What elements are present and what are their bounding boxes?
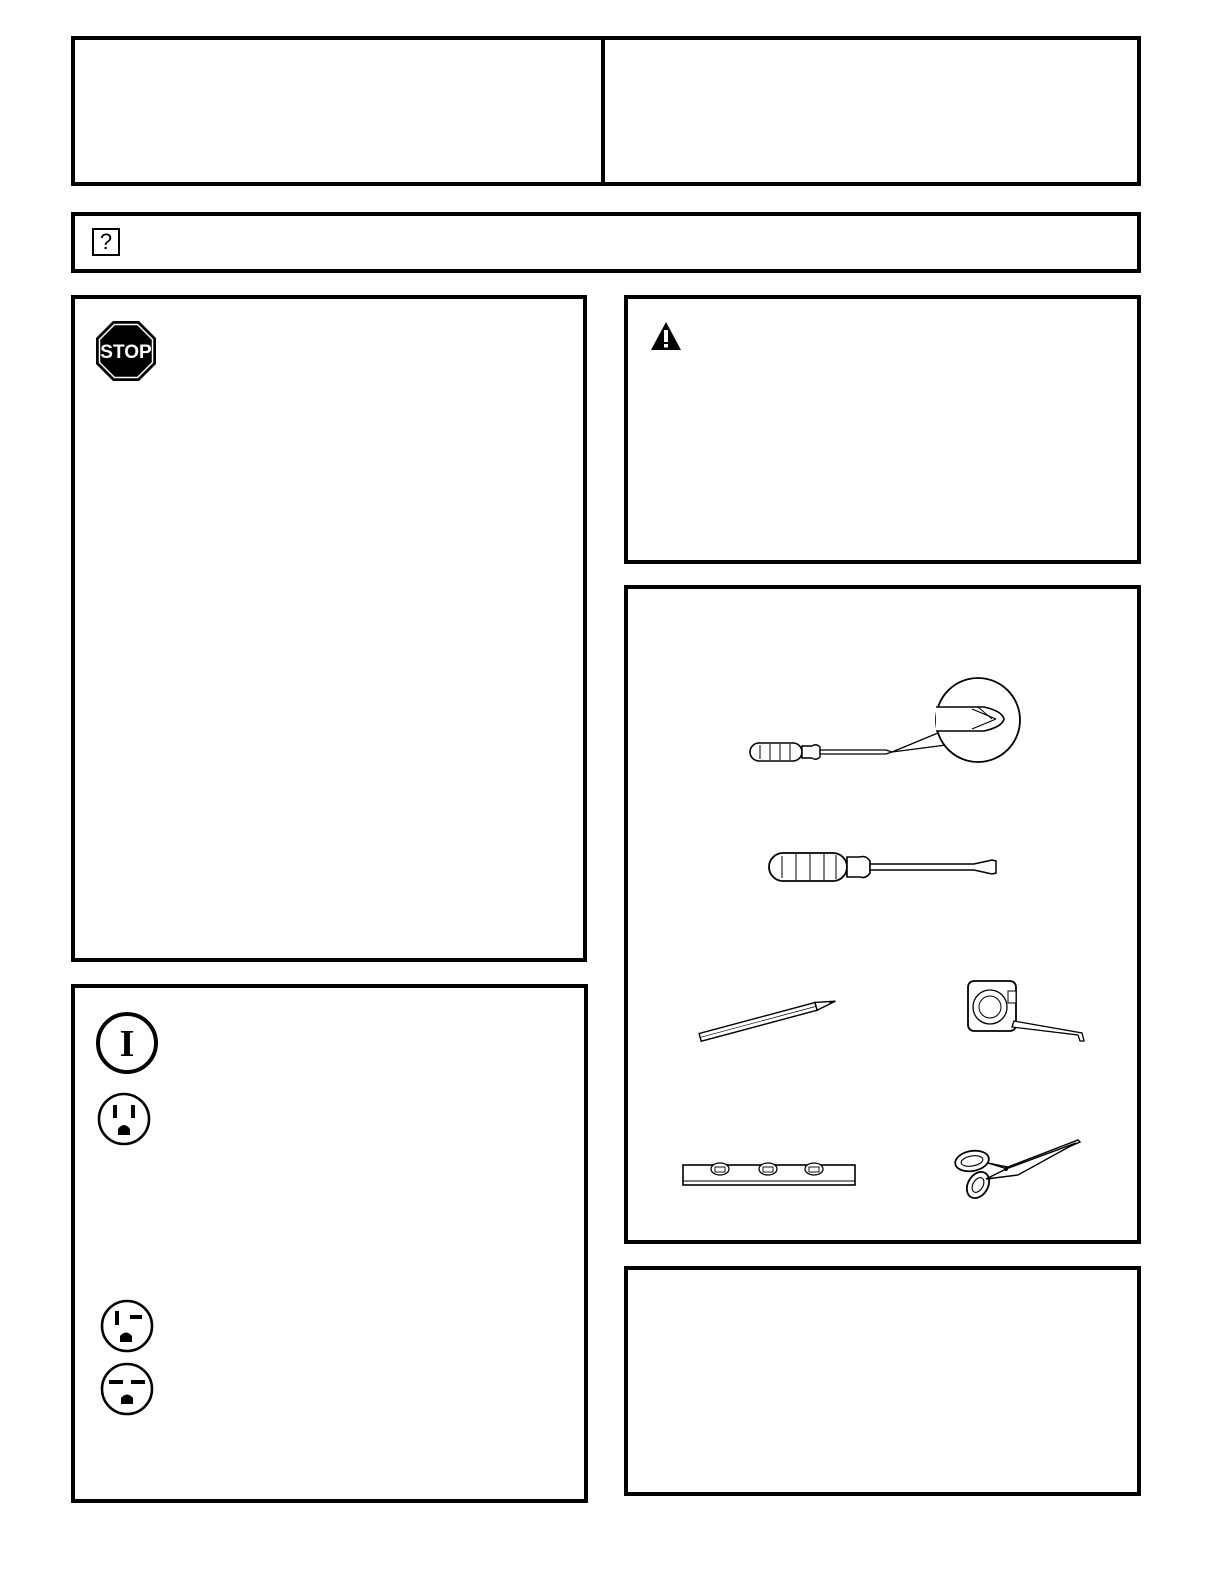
important-glyph: I	[119, 1023, 135, 1065]
scissors-icon	[948, 1133, 1088, 1203]
horizontal-outlet-icon	[99, 1361, 155, 1417]
level-icon	[680, 1157, 860, 1191]
grounded-outlet-icon	[96, 1091, 152, 1147]
stop-panel	[71, 295, 587, 962]
header-box	[71, 36, 1141, 186]
phillips-screwdriver-icon	[746, 673, 1026, 773]
stop-sign-label: STOP	[100, 342, 152, 363]
flat-screwdriver-icon	[766, 847, 1006, 887]
warning-panel	[624, 295, 1141, 564]
t-slot-outlet-icon	[99, 1298, 155, 1354]
header-divider	[601, 36, 605, 186]
warning-triangle-icon	[650, 321, 682, 351]
pencil-icon	[694, 995, 844, 1045]
question-mark-glyph: ?	[99, 229, 113, 254]
stop-sign-icon	[95, 320, 157, 382]
question-mark-icon	[92, 228, 120, 256]
tools-panel	[624, 585, 1141, 1244]
important-icon	[95, 1011, 159, 1075]
tape-measure-icon	[964, 975, 1090, 1047]
electrical-panel	[71, 984, 588, 1503]
question-bar	[71, 212, 1141, 273]
bottom-right-panel	[624, 1266, 1141, 1496]
